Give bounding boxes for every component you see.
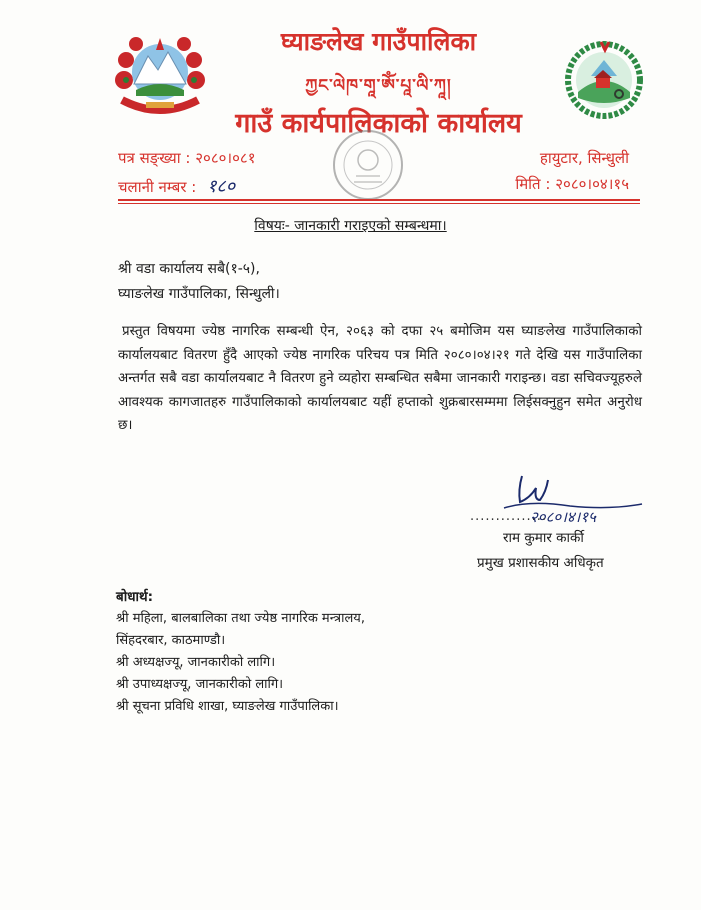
office-stamp-icon [330,126,406,204]
letter-number [118,148,256,168]
office-name: गाउँ कार्यपालिकाको कार्यालय [235,108,522,139]
header-divider-thin [118,203,640,204]
signatory-title: प्रमुख प्रशासकीय अधिकृत [477,555,604,571]
letter-number-value: २०८०।०८१ [195,149,256,167]
addressee-line-2: घ्याङलेख गाउँपालिका, सिन्धुली। [118,286,280,302]
cc-item: सिंहदरबार, काठमाण्डौ। [116,633,226,648]
addressee-line-1: श्री वडा कार्यालय सबै(१-५), [118,261,260,277]
letter-date [515,174,629,194]
subject-line [0,216,701,235]
subject-text: विषयः- जानकारी गराइएको सम्बन्धमा। [254,218,447,234]
office-location: हायुटार, सिन्धुली [539,149,629,167]
municipality-logo-icon [563,36,645,122]
signatory-name: राम कुमार कार्की [503,530,584,546]
cc-item: श्री उपाध्यक्षज्यू, जानकारीको लागि। [116,677,284,692]
letter-body: प्रस्तुत विषयमा ज्येष्ठ नागरिक सम्बन्धी ऐन, २०६३ को दफा २५ बमोजिम यस घ्याङलेख गाउँपालिकाको कार्यालयबाट वितरण हुँदै आएको ज्येष्ठ नागरिक परिचय पत्र मिति २०८०।०४।२१ गते देखि यस गाउँपालिका अन्तर्गत सबै वडा कार्यालयबाट नै वितरण हुने व्यहोरा सम्बन्धित सबैमा जानकारी गराइन्छ। वडा सचिवज्यूहरुले आवश्यक कागजातहरु गाउँपालिकाको कार्यालयबाट यहीं हप्ताको शुक्रबारसम्ममा लिईसक्नुहुन समेत अनुरोध छ। [118,324,642,433]
municipality-name: घ्याङलेख गाउँपालिका [280,27,477,56]
cc-list [116,608,365,718]
cc-item: श्री अध्यक्षज्यू, जानकारीको लागि। [116,655,276,670]
letter-date-value: २०८०।०४।१५ [555,175,629,193]
municipality-name-tibetan: ཀྱང་ལེཁ་གཱ་ཨོཾ་པཱ་ལི་ཀཱ། [305,76,452,96]
letter-number-label: पत्र सङ्ख्या : [118,149,191,167]
dispatch-number-label: चलानी नम्बर : [118,178,197,196]
letter-date-label: मिति : [515,175,551,193]
cc-heading: बोधार्थ: [116,589,154,605]
header-divider [118,199,640,201]
cc-item: श्री महिला, बालबालिका तथा ज्येष्ठ नागरिक मन्त्रालय, [116,611,365,626]
signature-dots: ............... [470,509,547,524]
dispatch-number-value: १८० [207,176,236,197]
dispatch-number [118,174,235,198]
svg-text:२०८०।४।१५: २०८०।४।१५ [530,508,596,526]
cc-item: श्री सूचना प्रविधि शाखा, घ्याङलेख गाउँपालिका। [116,699,339,714]
